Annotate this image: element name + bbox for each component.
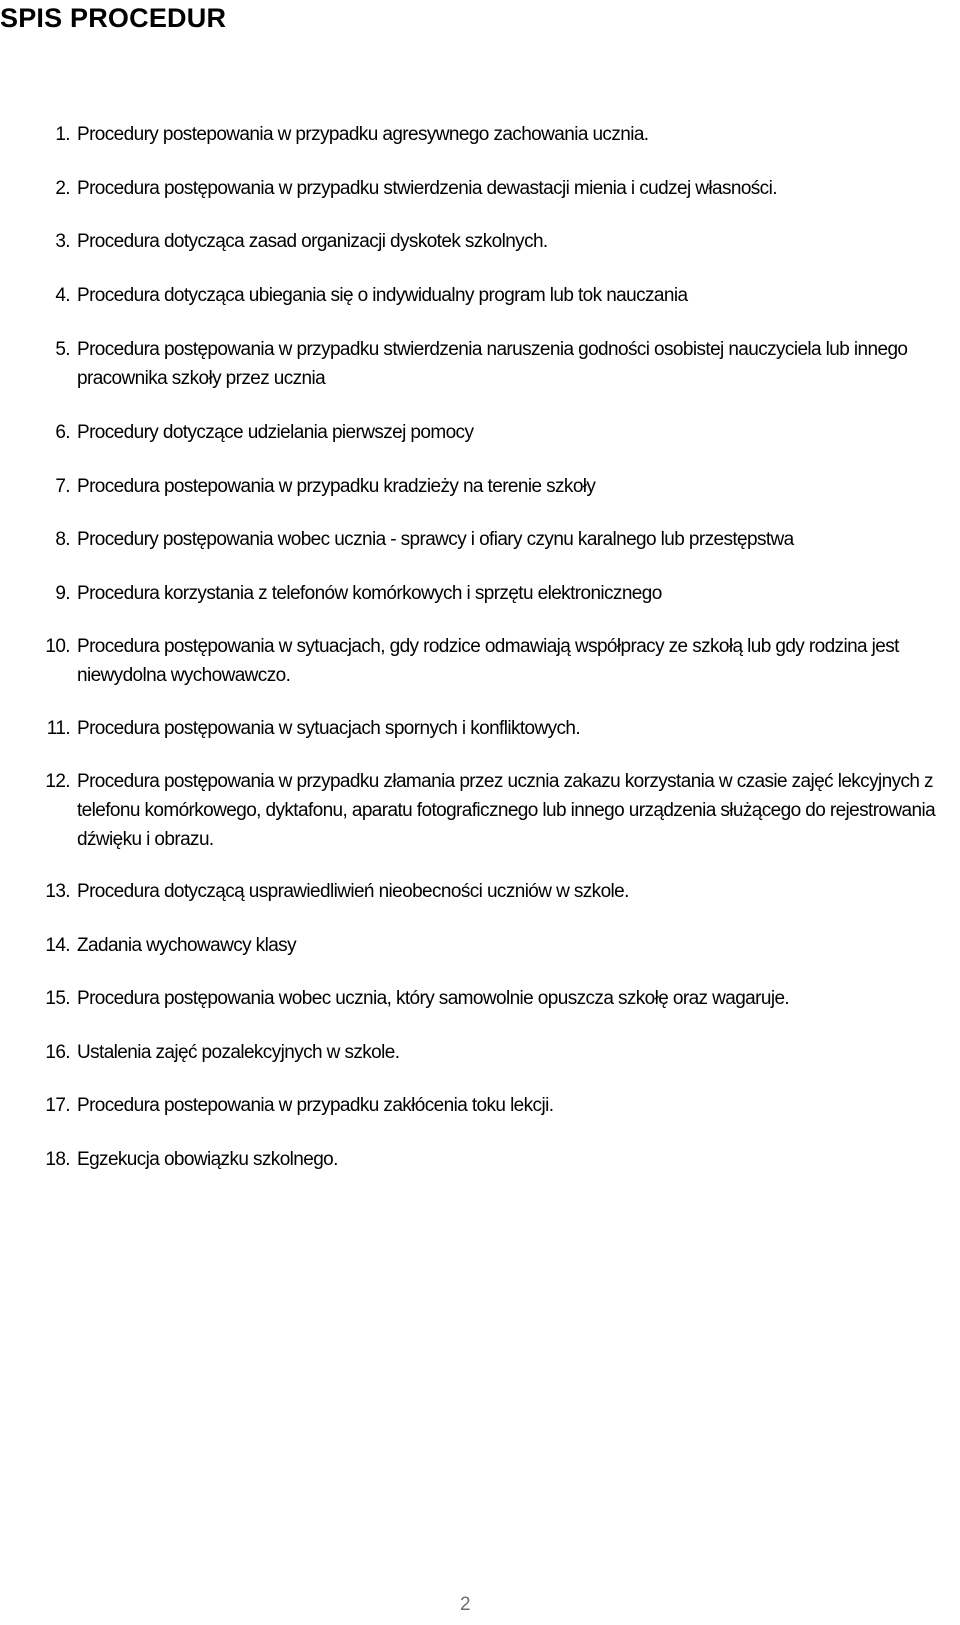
item-text: Procedura postepowania w przypadku kradzieży na terenie szkoły xyxy=(77,476,596,497)
item-number: 17. xyxy=(45,1095,70,1116)
item-number: 9. xyxy=(55,583,70,604)
item-text: Procedura postępowania w sytuacjach, gdy rodzice odmawiają współpracy ze szkołą lub gdy rodzina jest niewydolna wychowawczo. xyxy=(77,636,899,686)
item-text: Ustalenia zajęć pozalekcyjnych w szkole. xyxy=(77,1042,400,1063)
item-number: 12. xyxy=(45,771,70,792)
item-number: 2. xyxy=(55,178,70,199)
item-number: 11. xyxy=(46,718,70,739)
item-text: Procedura postepowania w przypadku zakłócenia toku lekcji. xyxy=(77,1095,554,1116)
item-text: Procedura dotycząca ubiegania się o indywidualny program lub tok nauczania xyxy=(77,285,688,306)
item-text: Procedura korzystania z telefonów komórkowych i sprzętu elektronicznego xyxy=(77,583,662,604)
item-number: 16. xyxy=(45,1042,70,1063)
page-title: SPIS PROCEDUR xyxy=(0,3,227,33)
item-number: 1. xyxy=(55,124,70,145)
item-number: 10. xyxy=(45,636,70,657)
item-text: Procedura dotycząca zasad organizacji dyskotek szkolnych. xyxy=(77,231,548,252)
item-number: 7. xyxy=(55,476,70,497)
item-text: Procedura postępowania wobec ucznia, który samowolnie opuszcza szkołę oraz wagaruje. xyxy=(77,988,790,1009)
item-text: Procedura postępowania w przypadku złamania przez ucznia zakazu korzystania w czasie zajęć lekcyjnych z telefonu komórkowego, dyktafonu, aparatu fotograficznego lub innego urządzenia służącego do rejestrowania dźwięku i obrazu. xyxy=(77,771,936,850)
item-number: 8. xyxy=(55,529,70,550)
item-number: 18. xyxy=(45,1149,70,1170)
item-number: 4. xyxy=(55,285,70,306)
item-number: 6. xyxy=(55,422,70,443)
item-number: 13. xyxy=(45,881,70,902)
item-number: 3. xyxy=(55,231,70,252)
item-text: Procedury postępowania wobec ucznia - sprawcy i ofiary czynu karalnego lub przestępstwa xyxy=(77,529,794,550)
item-text: Procedura postępowania w przypadku stwierdzenia dewastacji mienia i cudzej własności. xyxy=(77,178,777,199)
item-number: 5. xyxy=(55,339,70,360)
item-text: Procedury dotyczące udzielania pierwszej pomocy xyxy=(77,422,474,443)
item-text: Zadania wychowawcy klasy xyxy=(77,935,296,956)
item-text: Procedury postepowania w przypadku agresywnego zachowania ucznia. xyxy=(77,124,649,145)
item-number: 15. xyxy=(45,988,70,1009)
item-text: Procedura postępowania w przypadku stwierdzenia naruszenia godności osobistej nauczyciela lub innego pracownika szkoły przez ucznia xyxy=(77,339,908,389)
item-number: 14. xyxy=(45,935,70,956)
item-text: Procedura dotyczącą usprawiedliwień nieobecności uczniów w szkole. xyxy=(77,881,629,902)
item-text: Egzekucja obowiązku szkolnego. xyxy=(77,1149,338,1170)
page-number: 2 xyxy=(460,1594,471,1615)
item-text: Procedura postępowania w sytuacjach spornych i konfliktowych. xyxy=(77,718,581,739)
